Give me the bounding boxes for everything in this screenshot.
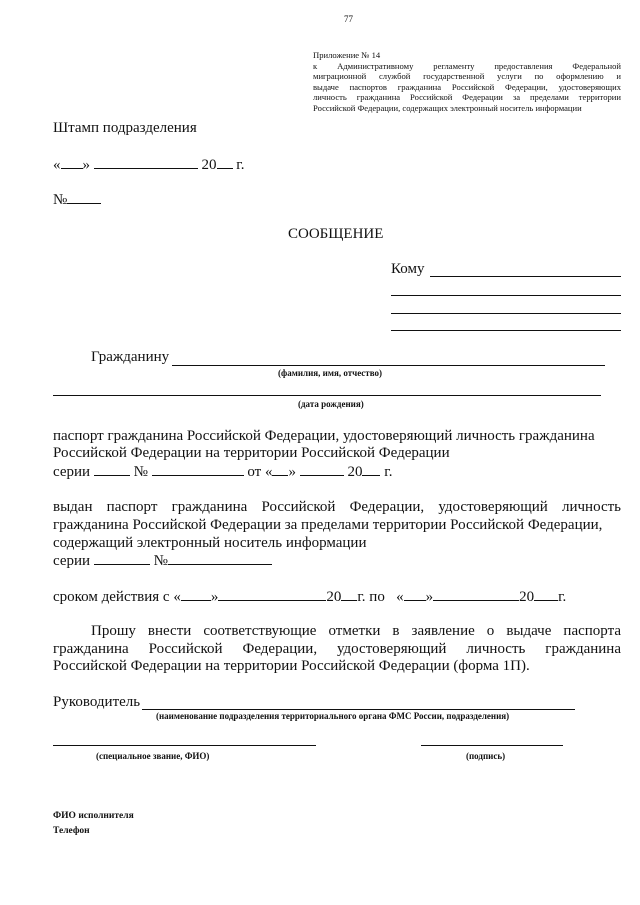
validity-from-month-blank — [218, 588, 326, 601]
rank-name-line — [53, 745, 316, 746]
foreign-series-blank — [94, 552, 150, 565]
addressee-line-1 — [430, 276, 621, 277]
domestic-passport-line-1: паспорт гражданина Российской Федерации, удостоверяющий личность гражданина — [53, 428, 595, 444]
foreign-passport-details — [53, 552, 272, 570]
executor-label: ФИО исполнителя — [53, 811, 134, 821]
date-year-suffix: г. — [236, 157, 245, 173]
date-open-quote: « — [53, 157, 61, 173]
validity-to-year-prefix: 20 — [519, 589, 535, 605]
citizen-label: Гражданину — [91, 349, 170, 365]
validity-label: сроком действия с « — [53, 589, 181, 605]
foreign-number-label: № — [153, 553, 168, 569]
annex-line-4: выдаче паспортов гражданина Российской Федерации, удостоверяющих — [313, 81, 621, 92]
foreign-passport-line-2: гражданина Российской Федерации за пределами территории Российской Федерации, — [53, 517, 603, 533]
validity-from-day-blank — [181, 588, 211, 601]
domestic-number-blank — [152, 463, 244, 476]
validity-to-open-quote: « — [396, 589, 404, 605]
addressee-line-2 — [391, 295, 621, 296]
validity-to-day-blank — [404, 588, 426, 601]
domestic-passport-line-2: Российской Федерации на территории Российской Федерации — [53, 445, 450, 461]
number-sign: № — [53, 192, 68, 208]
signature-line — [421, 745, 563, 746]
date-close-quote: » — [82, 157, 90, 173]
head-label: Руководитель — [53, 694, 141, 710]
domestic-number-label: № — [133, 464, 148, 480]
birth-date-line — [53, 395, 601, 396]
addressee-label: Кому — [391, 261, 425, 277]
month-blank — [94, 156, 198, 169]
date-year-prefix: 20 — [201, 157, 217, 173]
annex-line-3: миграционной службой государственной услуги по оформлению и — [313, 71, 621, 82]
domestic-from-label: от « — [247, 464, 273, 480]
unit-name-hint: (наименование подразделения территориального органа ФМС России, подразделения) — [156, 711, 510, 721]
validity-field — [53, 588, 566, 606]
foreign-series-label: серии — [53, 553, 91, 569]
foreign-passport-line-1: выдан паспорт гражданина Российской Федерации, удостоверяющий личность — [53, 499, 621, 515]
domestic-close-quote: » — [288, 464, 296, 480]
stamp-label: Штамп подразделения — [53, 120, 197, 136]
request-line-2: гражданина Российской Федерации, удостоверяющий личность гражданина — [53, 641, 621, 657]
citizen-name-hint: (фамилия, имя, отчество) — [278, 368, 383, 378]
domestic-year-blank — [362, 463, 380, 476]
domestic-year-suffix: г. — [384, 464, 393, 480]
phone-label: Телефон — [53, 826, 90, 836]
document-number-field — [53, 191, 101, 209]
year-blank — [217, 156, 233, 169]
validity-from-close-quote: » — [210, 589, 219, 605]
annex-block — [313, 50, 621, 114]
signature-hint: (подпись) — [466, 751, 506, 761]
annex-line-2: к Административному регламенту предоставления Федеральной — [313, 60, 621, 71]
domestic-series-label: серии — [53, 464, 91, 480]
request-line-3: Российской Федерации на территории Российской Федерации (форма 1П). — [53, 658, 530, 674]
annex-line-5: личность гражданина Российской Федерации за пределами территории — [313, 92, 621, 103]
domestic-passport-details — [53, 463, 392, 481]
document-title: СООБЩЕНИЕ — [288, 226, 384, 242]
birth-date-hint: (дата рождения) — [298, 399, 364, 409]
validity-to-month-blank — [433, 588, 519, 601]
domestic-year-prefix: 20 — [347, 464, 363, 480]
domestic-day-blank — [272, 463, 288, 476]
addressee-line-4 — [391, 330, 621, 331]
request-line-1: Прошу внести соответствующие отметки в заявление о выдаче паспорта — [91, 623, 621, 639]
domestic-series-blank — [94, 463, 130, 476]
annex-line-1: Приложение № 14 — [313, 50, 381, 60]
date-field — [53, 156, 244, 174]
addressee-line-3 — [391, 313, 621, 314]
validity-to-label: г. по — [357, 589, 385, 605]
validity-from-year-blank — [341, 588, 357, 601]
number-blank — [67, 191, 101, 204]
citizen-name-line — [172, 365, 605, 366]
day-blank — [61, 156, 83, 169]
domestic-month-blank — [300, 463, 344, 476]
validity-to-close-quote: » — [425, 589, 434, 605]
validity-to-year-suffix: г. — [558, 589, 567, 605]
foreign-number-blank — [168, 552, 272, 565]
validity-from-year-prefix: 20 — [326, 589, 342, 605]
rank-name-hint: (специальное звание, ФИО) — [96, 751, 210, 761]
unit-name-line — [142, 709, 575, 710]
foreign-passport-line-3: содержащий электронный носитель информации — [53, 535, 367, 551]
validity-to-year-blank — [534, 588, 558, 601]
page-number: 77 — [344, 14, 353, 24]
annex-line-6: Российской Федерации, содержащих электронный носитель информации — [313, 102, 582, 113]
